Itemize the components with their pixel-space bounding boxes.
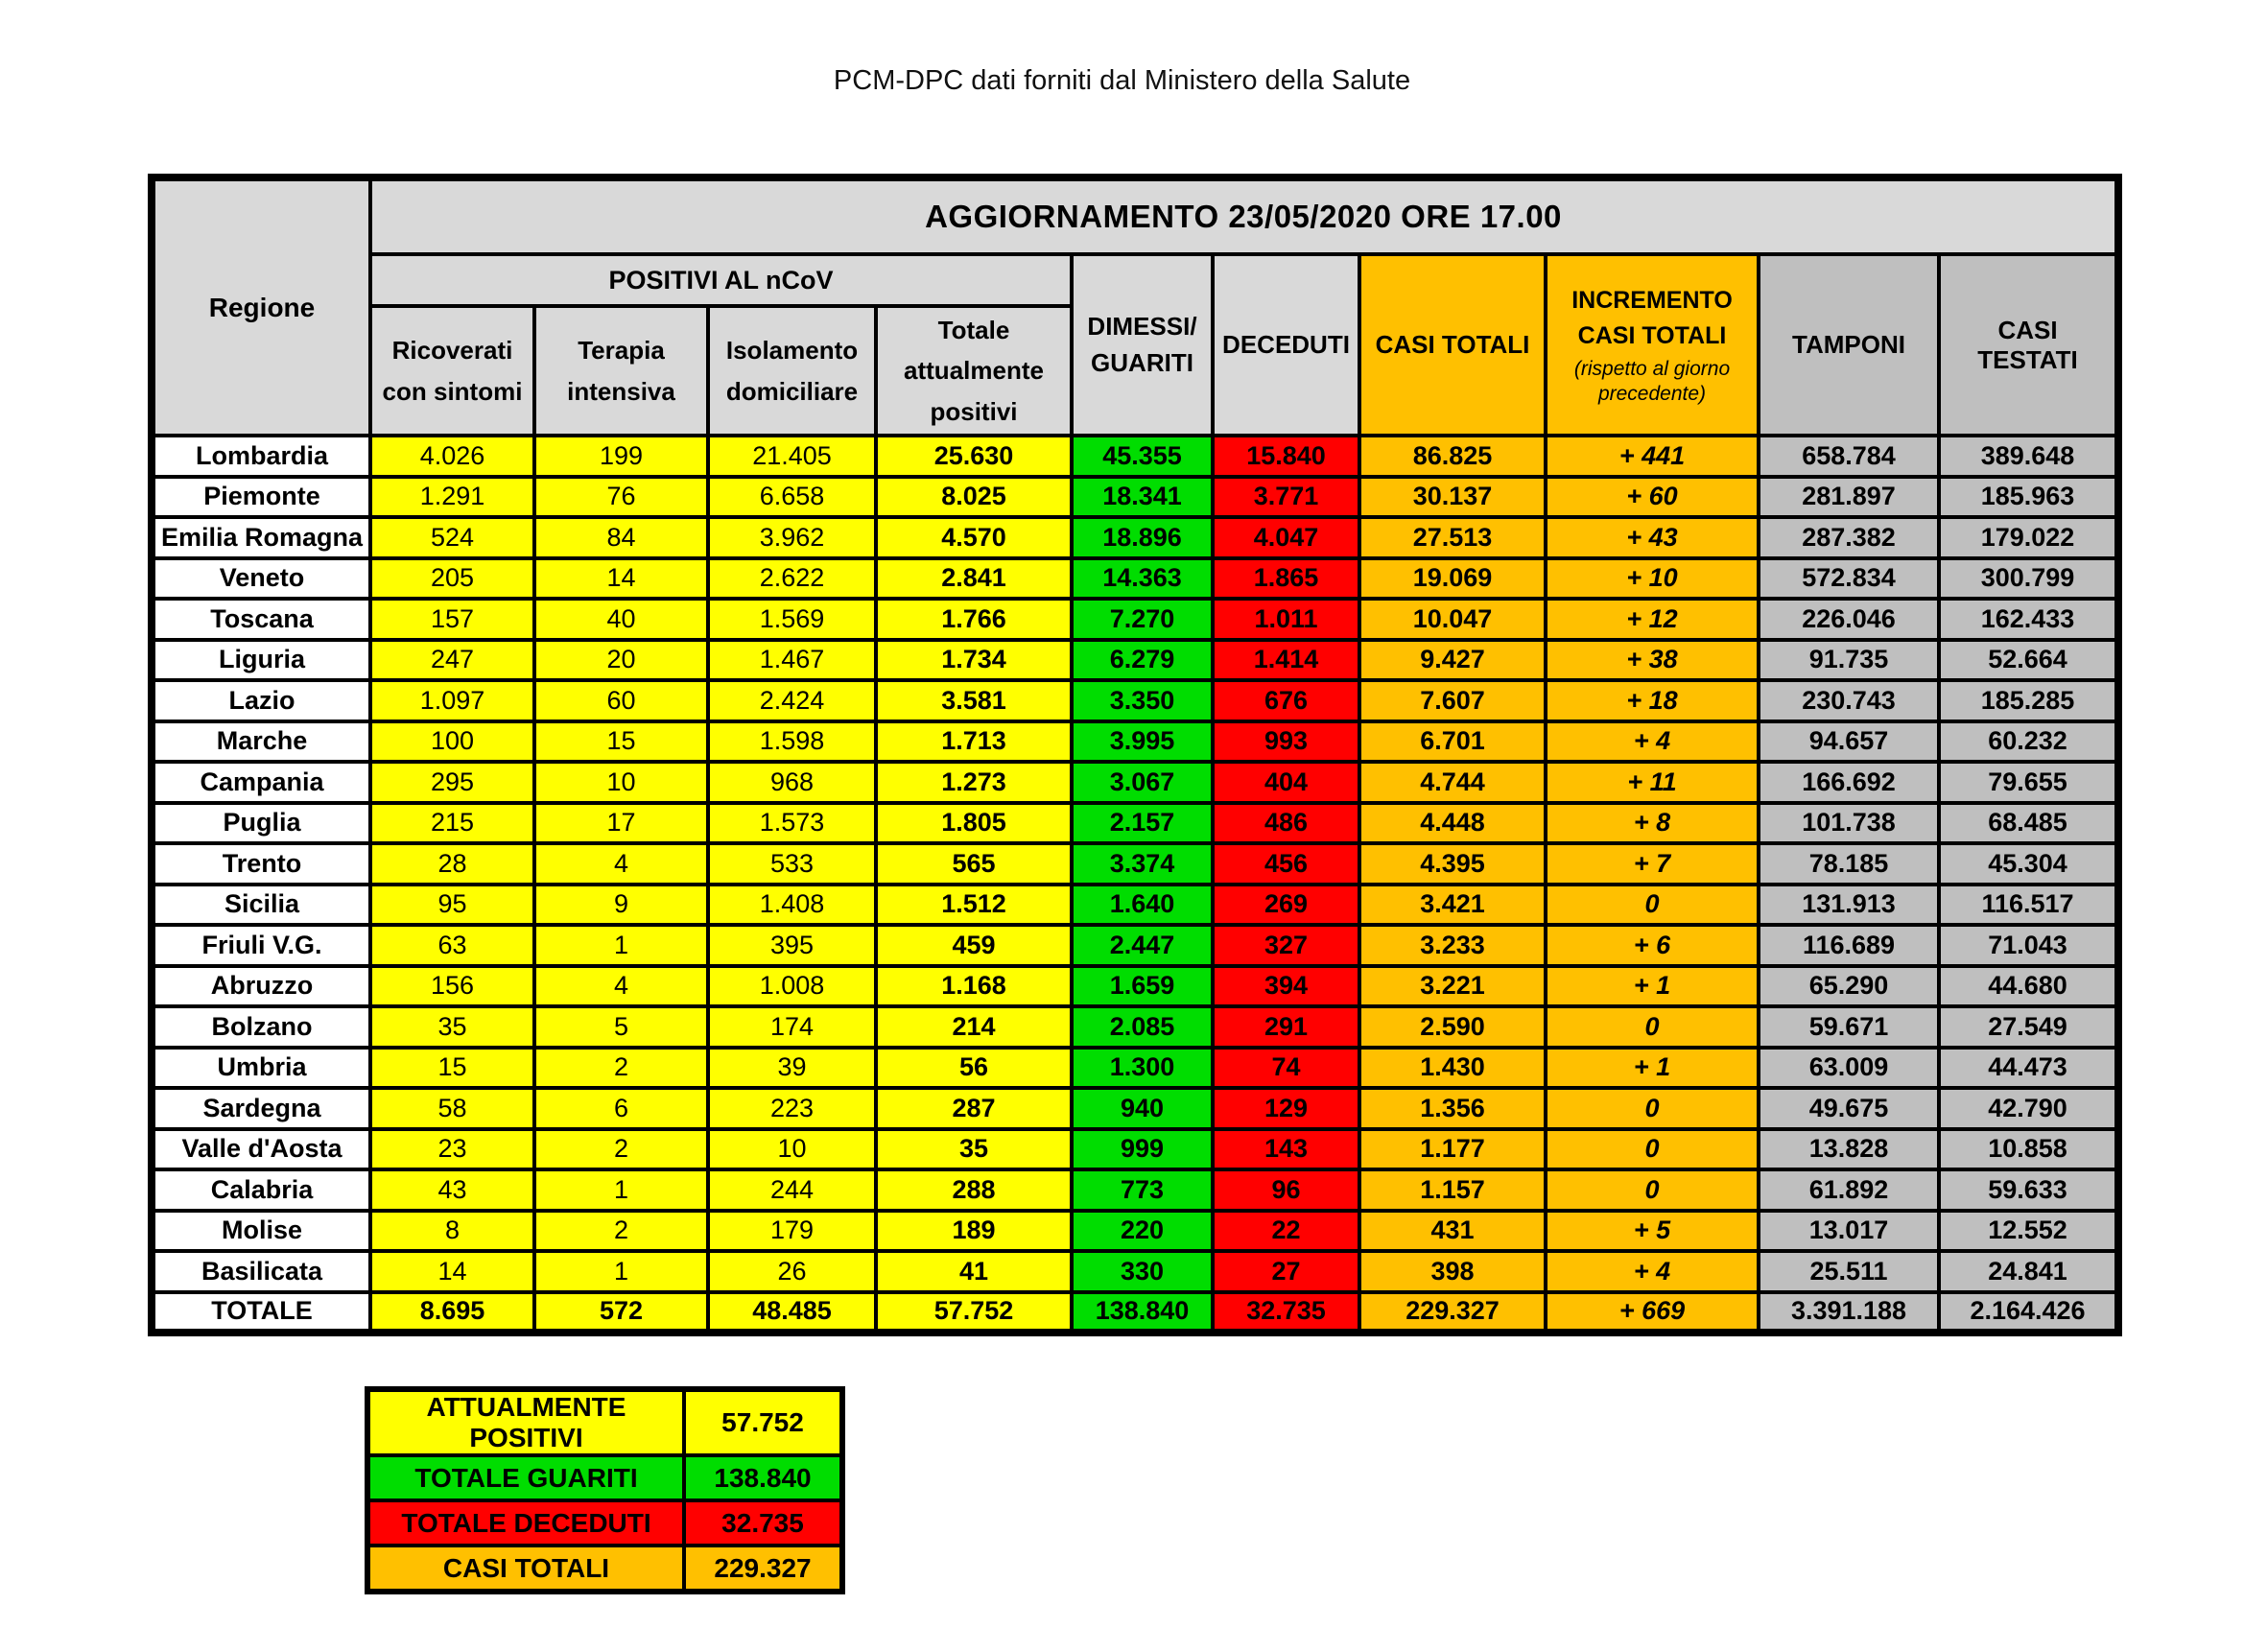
summary-totale-deceduti-label: TOTALE DECEDUTI [367,1500,684,1546]
ricoverati-cell: 14 [370,1251,534,1292]
deceduti-cell: 32.735 [1213,1292,1359,1333]
deceduti-cell: 1.414 [1213,640,1359,681]
dimessi-guariti-cell: 14.363 [1072,558,1213,600]
incremento-cell: + 60 [1546,477,1759,518]
region-row [152,925,2118,966]
terapia-intensiva-cell: 20 [534,640,708,681]
region-row [152,762,2118,803]
incremento-cell: + 11 [1546,762,1759,803]
casi-testati-cell: 45.304 [1939,843,2118,885]
dimessi-guariti-cell: 330 [1072,1251,1213,1292]
casi-testati-cell: 59.633 [1939,1169,2118,1211]
casi-testati-cell: 24.841 [1939,1251,2118,1292]
casi-testati-cell: 185.963 [1939,477,2118,518]
incremento-cell: + 4 [1546,1251,1759,1292]
summary-table [365,1386,845,1594]
terapia-intensiva-cell: 10 [534,762,708,803]
deceduti-cell: 74 [1213,1048,1359,1089]
ricoverati-cell: 1.097 [370,680,534,721]
casi-testati-cell: 79.655 [1939,762,2118,803]
isolamento-cell: 3.962 [708,517,876,558]
deceduti-cell: 15.840 [1213,436,1359,477]
tamponi-cell: 226.046 [1759,599,1939,640]
casi-testati-cell: 389.648 [1939,436,2118,477]
terapia-intensiva-cell: 2 [534,1129,708,1170]
totale-positivi-cell: 1.168 [876,966,1072,1007]
region-cell: Emilia Romagna [152,517,370,558]
region-cell: Campania [152,762,370,803]
incremento-cell: + 18 [1546,680,1759,721]
casi-testati-cell: 60.232 [1939,721,2118,763]
casi-totali-cell: 3.233 [1359,925,1546,966]
dimessi-guariti-cell: 1.300 [1072,1048,1213,1089]
isolamento-cell: 968 [708,762,876,803]
incremento-cell: 0 [1546,1006,1759,1048]
terapia-intensiva-cell: 1 [534,1169,708,1211]
tamponi-cell: 658.784 [1759,436,1939,477]
isolamento-cell: 26 [708,1251,876,1292]
casi-testati-cell: 44.680 [1939,966,2118,1007]
deceduti-cell: 486 [1213,803,1359,844]
region-row [152,1211,2118,1252]
deceduti-cell: 143 [1213,1129,1359,1170]
region-cell: Friuli V.G. [152,925,370,966]
incremento-header-title: INCREMENTO CASI TOTALI [1571,286,1733,350]
summary-totale-deceduti-value: 32.735 [684,1500,842,1546]
region-cell: Piemonte [152,477,370,518]
region-cell: Sardegna [152,1088,370,1129]
isolamento-cell: 179 [708,1211,876,1252]
summary-casi-totali-label: CASI TOTALI [367,1546,684,1592]
incremento-cell: + 38 [1546,640,1759,681]
ricoverati-cell: 247 [370,640,534,681]
summary-attualmente-positivi [367,1389,842,1455]
column-group-positivi-al-ncov: POSITIVI AL nCoV [370,254,1072,306]
casi-testati-cell: 185.285 [1939,680,2118,721]
dimessi-guariti-cell: 3.067 [1072,762,1213,803]
dimessi-guariti-cell: 3.374 [1072,843,1213,885]
deceduti-cell: 129 [1213,1088,1359,1129]
incremento-cell: 0 [1546,1169,1759,1211]
tamponi-cell: 116.689 [1759,925,1939,966]
totale-positivi-cell: 214 [876,1006,1072,1048]
dimessi-guariti-cell: 999 [1072,1129,1213,1170]
summary-attualmente-positivi-value: 57.752 [684,1389,842,1455]
tamponi-cell: 91.735 [1759,640,1939,681]
ricoverati-cell: 95 [370,885,534,926]
tamponi-cell: 287.382 [1759,517,1939,558]
totale-positivi-cell: 1.273 [876,762,1072,803]
region-row [152,436,2118,477]
ricoverati-cell: 100 [370,721,534,763]
tamponi-cell: 13.017 [1759,1211,1939,1252]
covid-regions-table [148,174,2122,1336]
tamponi-cell: 61.892 [1759,1169,1939,1211]
region-cell: Abruzzo [152,966,370,1007]
ricoverati-cell: 28 [370,843,534,885]
incremento-cell: + 6 [1546,925,1759,966]
casi-testati-cell: 162.433 [1939,599,2118,640]
page-title: PCM-DPC dati forniti dal Ministero della Salute [833,65,1411,96]
totale-positivi-cell: 3.581 [876,680,1072,721]
region-cell: Veneto [152,558,370,600]
dimessi-guariti-cell: 1.659 [1072,966,1213,1007]
isolamento-cell: 48.485 [708,1292,876,1333]
column-header-terapia-intensiva: Terapia intensiva [534,306,708,436]
terapia-intensiva-cell: 60 [534,680,708,721]
isolamento-cell: 2.424 [708,680,876,721]
deceduti-cell: 404 [1213,762,1359,803]
region-cell: Molise [152,1211,370,1252]
tamponi-cell: 3.391.188 [1759,1292,1939,1333]
region-cell: Lazio [152,680,370,721]
terapia-intensiva-cell: 4 [534,966,708,1007]
total-row [152,1292,2118,1333]
ricoverati-cell: 295 [370,762,534,803]
column-header-dimessi-guariti: DIMESSI/ GUARITI [1072,254,1213,436]
region-row [152,843,2118,885]
region-row [152,517,2118,558]
isolamento-cell: 1.008 [708,966,876,1007]
column-header-regione: Regione [152,177,370,436]
totale-positivi-cell: 1.713 [876,721,1072,763]
tamponi-cell: 131.913 [1759,885,1939,926]
totale-positivi-cell: 1.512 [876,885,1072,926]
deceduti-cell: 993 [1213,721,1359,763]
dimessi-guariti-cell: 1.640 [1072,885,1213,926]
summary-totale-guariti-value: 138.840 [684,1455,842,1500]
ricoverati-cell: 8 [370,1211,534,1252]
terapia-intensiva-cell: 15 [534,721,708,763]
incremento-cell: + 4 [1546,721,1759,763]
totale-positivi-cell: 2.841 [876,558,1072,600]
incremento-cell: + 43 [1546,517,1759,558]
incremento-cell: + 8 [1546,803,1759,844]
tamponi-cell: 101.738 [1759,803,1939,844]
summary-casi-totali-value: 229.327 [684,1546,842,1592]
totale-positivi-cell: 1.805 [876,803,1072,844]
casi-totali-cell: 2.590 [1359,1006,1546,1048]
dimessi-guariti-cell: 773 [1072,1169,1213,1211]
region-row [152,1006,2118,1048]
totale-positivi-cell: 4.570 [876,517,1072,558]
casi-testati-cell: 42.790 [1939,1088,2118,1129]
incremento-cell: + 7 [1546,843,1759,885]
region-row [152,1088,2118,1129]
terapia-intensiva-cell: 17 [534,803,708,844]
terapia-intensiva-cell: 40 [534,599,708,640]
deceduti-cell: 394 [1213,966,1359,1007]
terapia-intensiva-cell: 76 [534,477,708,518]
casi-totali-cell: 10.047 [1359,599,1546,640]
region-row [152,599,2118,640]
deceduti-cell: 4.047 [1213,517,1359,558]
totale-positivi-cell: 35 [876,1129,1072,1170]
casi-totali-cell: 1.356 [1359,1088,1546,1129]
totale-positivi-cell: 189 [876,1211,1072,1252]
region-row [152,966,2118,1007]
ricoverati-cell: 8.695 [370,1292,534,1333]
isolamento-cell: 2.622 [708,558,876,600]
terapia-intensiva-cell: 572 [534,1292,708,1333]
casi-testati-cell: 52.664 [1939,640,2118,681]
tamponi-cell: 78.185 [1759,843,1939,885]
isolamento-cell: 1.467 [708,640,876,681]
region-cell: Bolzano [152,1006,370,1048]
region-row [152,721,2118,763]
deceduti-cell: 269 [1213,885,1359,926]
summary-attualmente-positivi-label: ATTUALMENTE POSITIVI [367,1389,684,1455]
deceduti-cell: 27 [1213,1251,1359,1292]
region-cell: Puglia [152,803,370,844]
region-cell: Liguria [152,640,370,681]
casi-testati-cell: 12.552 [1939,1211,2118,1252]
isolamento-cell: 6.658 [708,477,876,518]
isolamento-cell: 1.408 [708,885,876,926]
region-row [152,803,2118,844]
ricoverati-cell: 15 [370,1048,534,1089]
totale-positivi-cell: 57.752 [876,1292,1072,1333]
casi-totali-cell: 19.069 [1359,558,1546,600]
tamponi-cell: 13.828 [1759,1129,1939,1170]
dimessi-guariti-cell: 220 [1072,1211,1213,1252]
isolamento-cell: 21.405 [708,436,876,477]
isolamento-cell: 1.598 [708,721,876,763]
casi-totali-cell: 398 [1359,1251,1546,1292]
terapia-intensiva-cell: 1 [534,1251,708,1292]
casi-totali-cell: 4.448 [1359,803,1546,844]
terapia-intensiva-cell: 14 [534,558,708,600]
casi-totali-cell: 4.395 [1359,843,1546,885]
deceduti-cell: 291 [1213,1006,1359,1048]
tamponi-cell: 65.290 [1759,966,1939,1007]
region-cell: Trento [152,843,370,885]
region-cell: Umbria [152,1048,370,1089]
tamponi-cell: 63.009 [1759,1048,1939,1089]
column-header-isolamento-domiciliare: Isolamento domiciliare [708,306,876,436]
tamponi-cell: 94.657 [1759,721,1939,763]
terapia-intensiva-cell: 9 [534,885,708,926]
casi-totali-cell: 431 [1359,1211,1546,1252]
terapia-intensiva-cell: 2 [534,1048,708,1089]
ricoverati-cell: 215 [370,803,534,844]
isolamento-cell: 1.569 [708,599,876,640]
casi-totali-cell: 3.221 [1359,966,1546,1007]
ricoverati-cell: 63 [370,925,534,966]
totale-positivi-cell: 288 [876,1169,1072,1211]
casi-testati-cell: 300.799 [1939,558,2118,600]
region-row [152,885,2118,926]
ricoverati-cell: 43 [370,1169,534,1211]
column-header-casi-testati: CASI TESTATI [1939,254,2118,436]
region-cell: Toscana [152,599,370,640]
incremento-cell: + 12 [1546,599,1759,640]
region-cell: Basilicata [152,1251,370,1292]
incremento-header-note: (rispetto al giorno precedente) [1573,357,1731,405]
incremento-cell: 0 [1546,1088,1759,1129]
ricoverati-cell: 58 [370,1088,534,1129]
incremento-cell: + 669 [1546,1292,1759,1333]
isolamento-cell: 395 [708,925,876,966]
tamponi-cell: 230.743 [1759,680,1939,721]
tamponi-cell: 166.692 [1759,762,1939,803]
casi-totali-cell: 6.701 [1359,721,1546,763]
isolamento-cell: 244 [708,1169,876,1211]
incremento-cell: + 5 [1546,1211,1759,1252]
deceduti-cell: 456 [1213,843,1359,885]
region-row [152,640,2118,681]
dimessi-guariti-cell: 6.279 [1072,640,1213,681]
dimessi-guariti-cell: 138.840 [1072,1292,1213,1333]
casi-testati-cell: 71.043 [1939,925,2118,966]
casi-totali-cell: 3.421 [1359,885,1546,926]
tamponi-cell: 49.675 [1759,1088,1939,1129]
ricoverati-cell: 4.026 [370,436,534,477]
terapia-intensiva-cell: 84 [534,517,708,558]
totale-positivi-cell: 8.025 [876,477,1072,518]
region-row [152,1129,2118,1170]
casi-testati-cell: 10.858 [1939,1129,2118,1170]
region-row [152,680,2118,721]
totale-positivi-cell: 1.766 [876,599,1072,640]
tamponi-cell: 59.671 [1759,1006,1939,1048]
ricoverati-cell: 157 [370,599,534,640]
incremento-cell: + 1 [1546,966,1759,1007]
tamponi-cell: 281.897 [1759,477,1939,518]
terapia-intensiva-cell: 2 [534,1211,708,1252]
isolamento-cell: 533 [708,843,876,885]
casi-totali-cell: 86.825 [1359,436,1546,477]
deceduti-cell: 22 [1213,1211,1359,1252]
ricoverati-cell: 23 [370,1129,534,1170]
region-row [152,1169,2118,1211]
terapia-intensiva-cell: 5 [534,1006,708,1048]
region-cell: Sicilia [152,885,370,926]
casi-totali-cell: 30.137 [1359,477,1546,518]
terapia-intensiva-cell: 6 [534,1088,708,1129]
incremento-cell: + 1 [1546,1048,1759,1089]
terapia-intensiva-cell: 4 [534,843,708,885]
terapia-intensiva-cell: 1 [534,925,708,966]
region-row [152,1251,2118,1292]
casi-totali-cell: 1.430 [1359,1048,1546,1089]
incremento-cell: + 441 [1546,436,1759,477]
totale-positivi-cell: 41 [876,1251,1072,1292]
isolamento-cell: 223 [708,1088,876,1129]
isolamento-cell: 39 [708,1048,876,1089]
casi-testati-cell: 27.549 [1939,1006,2118,1048]
summary-totale-guariti-label: TOTALE GUARITI [367,1455,684,1500]
deceduti-cell: 327 [1213,925,1359,966]
totale-positivi-cell: 25.630 [876,436,1072,477]
summary-totale-deceduti [367,1500,842,1546]
dimessi-guariti-cell: 2.085 [1072,1006,1213,1048]
column-header-ricoverati: Ricoverati con sintomi [370,306,534,436]
dimessi-guariti-cell: 940 [1072,1088,1213,1129]
region-row [152,477,2118,518]
totale-positivi-cell: 56 [876,1048,1072,1089]
update-banner: AGGIORNAMENTO 23/05/2020 ORE 17.00 [370,177,2118,254]
column-header-incremento [1546,254,1759,436]
tamponi-cell: 572.834 [1759,558,1939,600]
ricoverati-cell: 1.291 [370,477,534,518]
dimessi-guariti-cell: 3.995 [1072,721,1213,763]
casi-totali-cell: 1.157 [1359,1169,1546,1211]
header-row-update [152,177,2118,254]
isolamento-cell: 1.573 [708,803,876,844]
region-row [152,558,2118,600]
region-cell: TOTALE [152,1292,370,1333]
column-header-tamponi: TAMPONI [1759,254,1939,436]
header-row-groups [152,254,2118,306]
dimessi-guariti-cell: 3.350 [1072,680,1213,721]
deceduti-cell: 1.865 [1213,558,1359,600]
casi-totali-cell: 27.513 [1359,517,1546,558]
region-cell: Valle d'Aosta [152,1129,370,1170]
tamponi-cell: 25.511 [1759,1251,1939,1292]
terapia-intensiva-cell: 199 [534,436,708,477]
casi-testati-cell: 179.022 [1939,517,2118,558]
dimessi-guariti-cell: 7.270 [1072,599,1213,640]
ricoverati-cell: 205 [370,558,534,600]
casi-testati-cell: 116.517 [1939,885,2118,926]
summary-totale-guariti [367,1455,842,1500]
dimessi-guariti-cell: 18.341 [1072,477,1213,518]
isolamento-cell: 174 [708,1006,876,1048]
casi-totali-cell: 4.744 [1359,762,1546,803]
column-header-deceduti: DECEDUTI [1213,254,1359,436]
dimessi-guariti-cell: 18.896 [1072,517,1213,558]
casi-testati-cell: 2.164.426 [1939,1292,2118,1333]
dimessi-guariti-cell: 2.157 [1072,803,1213,844]
casi-totali-cell: 7.607 [1359,680,1546,721]
totale-positivi-cell: 287 [876,1088,1072,1129]
casi-totali-cell: 229.327 [1359,1292,1546,1333]
region-row [152,1048,2118,1089]
ricoverati-cell: 156 [370,966,534,1007]
ricoverati-cell: 35 [370,1006,534,1048]
region-cell: Marche [152,721,370,763]
dimessi-guariti-cell: 2.447 [1072,925,1213,966]
column-header-casi-totali: CASI TOTALI [1359,254,1546,436]
summary-casi-totali [367,1546,842,1592]
totale-positivi-cell: 459 [876,925,1072,966]
totale-positivi-cell: 1.734 [876,640,1072,681]
dimessi-guariti-cell: 45.355 [1072,436,1213,477]
incremento-cell: 0 [1546,885,1759,926]
casi-testati-cell: 68.485 [1939,803,2118,844]
casi-totali-cell: 9.427 [1359,640,1546,681]
isolamento-cell: 10 [708,1129,876,1170]
deceduti-cell: 3.771 [1213,477,1359,518]
region-cell: Lombardia [152,436,370,477]
deceduti-cell: 1.011 [1213,599,1359,640]
region-cell: Calabria [152,1169,370,1211]
deceduti-cell: 96 [1213,1169,1359,1211]
casi-testati-cell: 44.473 [1939,1048,2118,1089]
ricoverati-cell: 524 [370,517,534,558]
totale-positivi-cell: 565 [876,843,1072,885]
casi-totali-cell: 1.177 [1359,1129,1546,1170]
deceduti-cell: 676 [1213,680,1359,721]
incremento-cell: + 10 [1546,558,1759,600]
incremento-cell: 0 [1546,1129,1759,1170]
column-header-totale-attualmente-positivi: Totale attualmente positivi [876,306,1072,436]
